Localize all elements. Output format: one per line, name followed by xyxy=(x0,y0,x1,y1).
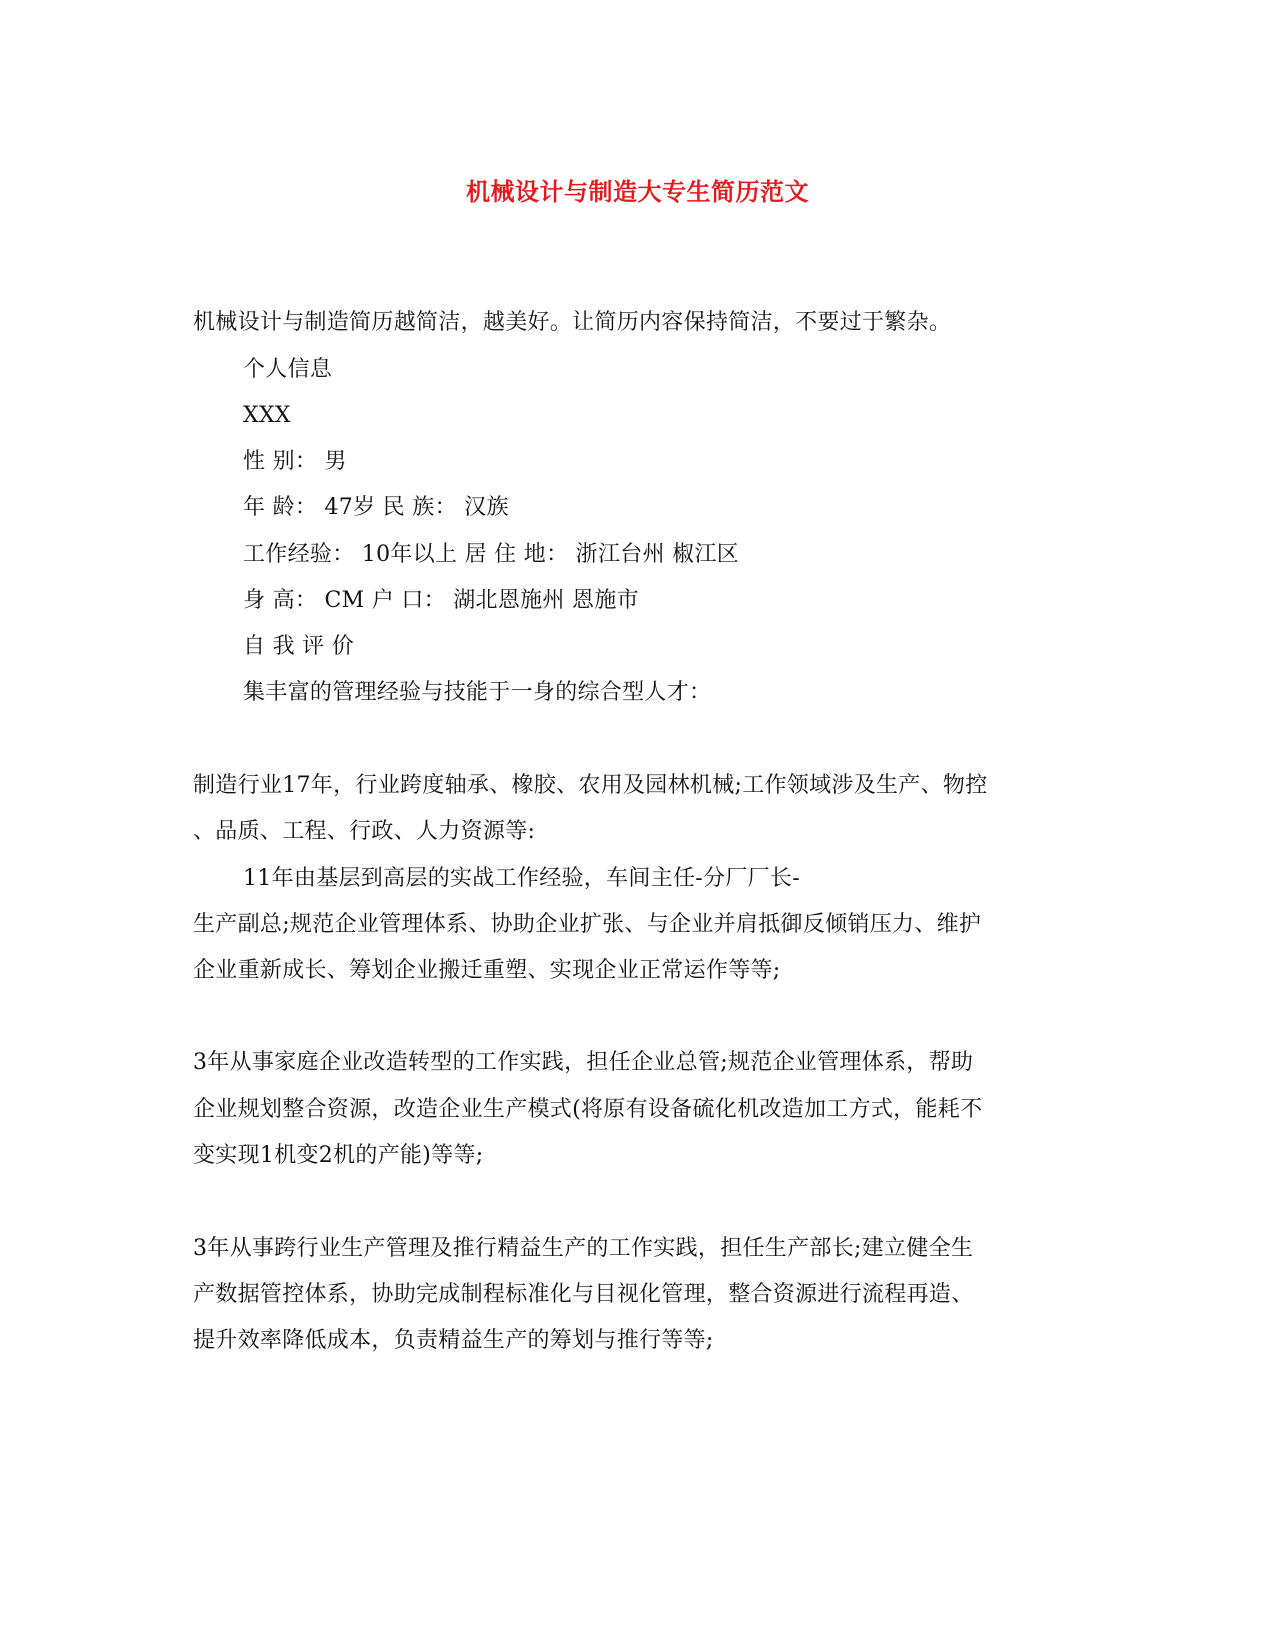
intro-text: 机械设计与制造简历越简洁，越美好。让简历内容保持简洁，不要过于繁杂。 xyxy=(193,310,952,335)
height-hukou-line: 身 高： CM 户 口： 湖北恩施州 恩施市 xyxy=(243,588,639,613)
paragraph-4-line-2: 产数据管控体系，协助完成制程标准化与目视化管理，整合资源进行流程再造、 xyxy=(193,1282,974,1307)
paragraph-2-line-2: 生产副总;规范企业管理体系、协助企业扩张、与企业并肩抵御反倾销压力、维护 xyxy=(193,912,982,937)
paragraph-4-line-3: 提升效率降低成本，负责精益生产的筹划与推行等等; xyxy=(193,1328,714,1353)
paragraph-3-line-2: 企业规划整合资源，改造企业生产模式(将原有设备硫化机改造加工方式，能耗不 xyxy=(193,1097,983,1122)
age-ethnicity-line: 年 龄： 47岁 民 族： 汉族 xyxy=(243,495,509,520)
self-evaluation-heading: 自 我 评 价 xyxy=(243,634,355,659)
paragraph-1-line-1: 制造行业17年，行业跨度轴承、橡胶、农用及园林机械;工作领域涉及生产、物控 xyxy=(193,773,988,798)
paragraph-4-line-1: 3年从事跨行业生产管理及推行精益生产的工作实践，担任生产部长;建立健全生 xyxy=(193,1236,974,1261)
paragraph-1-line-2: 、品质、工程、行政、人力资源等: xyxy=(193,819,536,844)
gender-line: 性 别： 男 xyxy=(243,449,347,474)
paragraph-2-line-1: 11年由基层到高层的实战工作经验，车间主任-分厂厂长- xyxy=(243,866,800,891)
paragraph-3-line-1: 3年从事家庭企业改造转型的工作实践，担任企业总管;规范企业管理体系，帮助 xyxy=(193,1050,974,1075)
experience-residence-line: 工作经验： 10年以上 居 住 地： 浙江台州 椒江区 xyxy=(243,542,740,567)
name-value: XXX xyxy=(243,403,291,428)
paragraph-2-line-3: 企业重新成长、筹划企业搬迁重塑、实现企业正常运作等等; xyxy=(193,958,781,983)
personal-info-heading: 个人信息 xyxy=(243,357,333,382)
paragraph-3-line-3: 变实现1机变2机的产能)等等; xyxy=(193,1143,484,1168)
self-evaluation-summary: 集丰富的管理经验与技能于一身的综合型人才： xyxy=(243,680,712,705)
document-title: 机械设计与制造大专生简历范文 xyxy=(466,177,809,206)
